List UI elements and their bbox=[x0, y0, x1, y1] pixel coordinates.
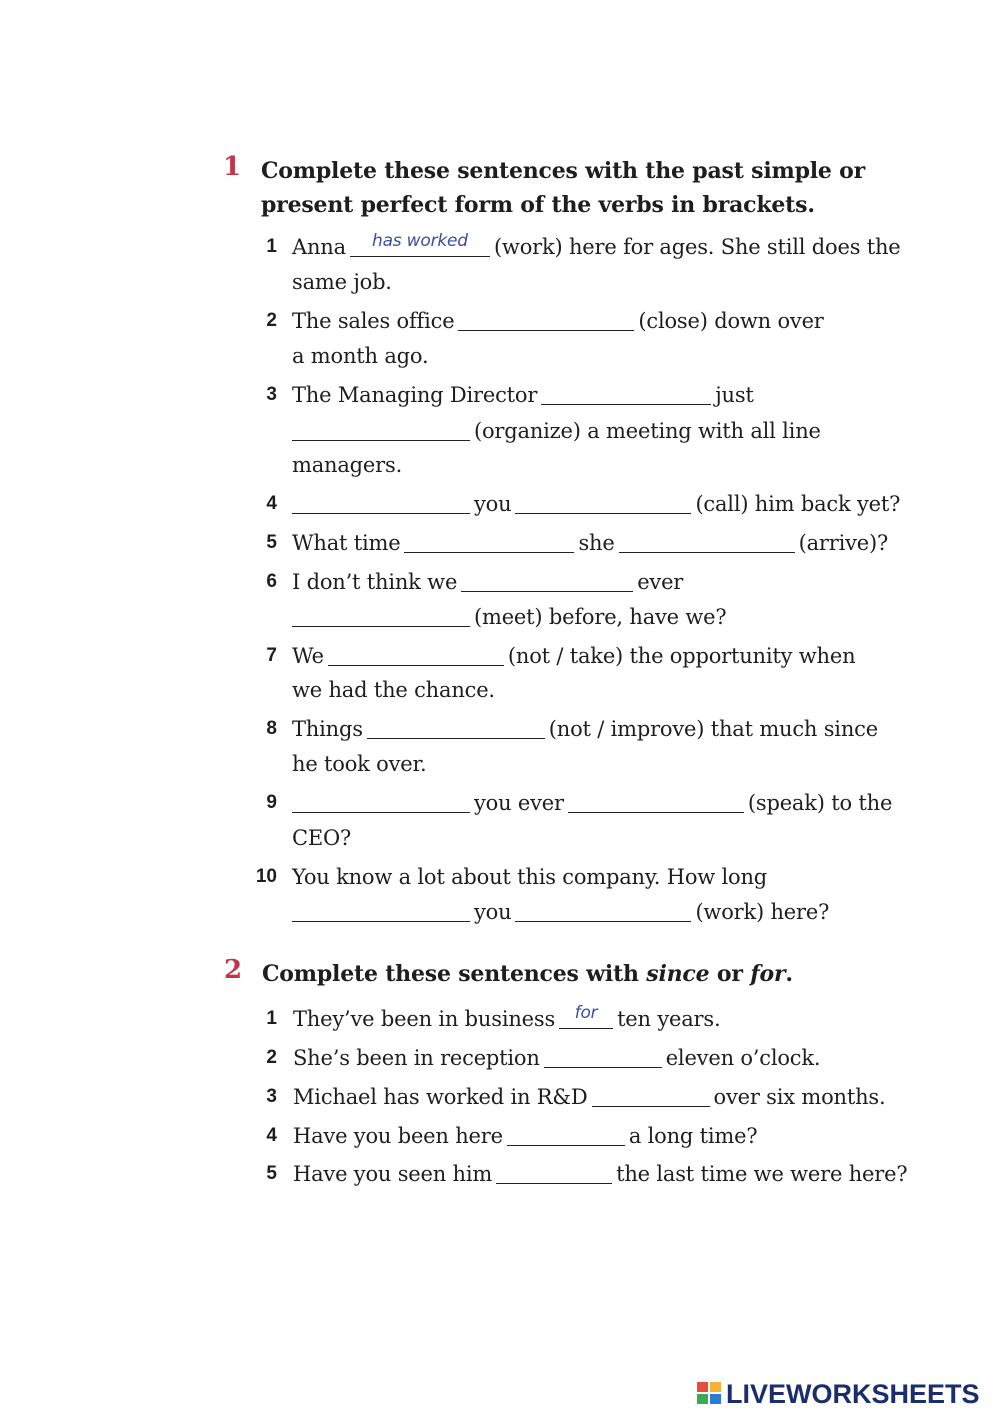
answer-blank[interactable] bbox=[559, 1003, 613, 1029]
item-text: she bbox=[578, 531, 615, 555]
item-number: 7 bbox=[266, 645, 277, 666]
item-number: 4 bbox=[266, 493, 277, 514]
liveworksheets-watermark[interactable] bbox=[697, 1377, 980, 1411]
item-text: Anna bbox=[292, 235, 346, 259]
answer-blank[interactable] bbox=[507, 1123, 625, 1146]
answer-blank[interactable] bbox=[404, 530, 574, 553]
answer-blank[interactable] bbox=[496, 1161, 612, 1184]
exercise-1-item-6-line2 bbox=[292, 603, 726, 631]
item-text: (work) here? bbox=[695, 900, 830, 924]
item-text: (not / take) the opportunity when bbox=[507, 644, 856, 668]
item-number: 1 bbox=[266, 236, 277, 257]
answer-blank[interactable] bbox=[592, 1084, 710, 1107]
item-text: What time bbox=[292, 531, 401, 555]
exercise-1-item-2 bbox=[292, 307, 824, 335]
answer-blank[interactable] bbox=[544, 1045, 662, 1068]
exercise-1-item-9 bbox=[292, 789, 892, 817]
item-text: Have you been here bbox=[293, 1124, 503, 1148]
exercise-2-item-1 bbox=[293, 1005, 720, 1033]
answer-blank[interactable] bbox=[328, 643, 504, 666]
exercise-1-item-1 bbox=[292, 233, 901, 261]
item-text-continued: same job. bbox=[292, 270, 392, 294]
item-text: (arrive)? bbox=[798, 531, 889, 555]
exercise-1-item-5 bbox=[292, 529, 888, 557]
answer-blank[interactable] bbox=[292, 790, 470, 813]
item-text-continued: he took over. bbox=[292, 752, 427, 776]
watermark-text: LIVEWORKSHEETS bbox=[726, 1378, 980, 1409]
item-text: The Managing Director bbox=[292, 383, 538, 407]
item-text: (work) here for ages. She still does the bbox=[493, 235, 901, 259]
exercise-1-number: 1 bbox=[223, 152, 241, 182]
item-text: ever bbox=[637, 570, 684, 594]
item-number: 5 bbox=[266, 532, 277, 553]
item-text: (organize) a meeting with all line bbox=[474, 419, 821, 443]
item-number: 6 bbox=[266, 571, 277, 592]
item-text-continued: we had the chance. bbox=[292, 678, 495, 702]
item-text-continued: CEO? bbox=[292, 826, 352, 850]
item-number: 2 bbox=[266, 310, 277, 331]
item-text: She’s been in reception bbox=[293, 1046, 540, 1070]
answer-blank[interactable] bbox=[292, 418, 470, 441]
answer-blank[interactable] bbox=[568, 790, 744, 813]
item-text: ten years. bbox=[617, 1007, 721, 1031]
item-text: (not / improve) that much since bbox=[548, 717, 878, 741]
answer-blank[interactable] bbox=[458, 308, 634, 331]
filled-answer: has worked bbox=[372, 231, 468, 251]
answer-blank[interactable] bbox=[515, 491, 691, 514]
item-number: 8 bbox=[266, 718, 277, 739]
item-number: 9 bbox=[266, 792, 277, 813]
exercise-1-item-3-line2 bbox=[292, 417, 821, 445]
period: . bbox=[785, 961, 793, 987]
logo-square bbox=[710, 1382, 721, 1392]
item-number: 10 bbox=[255, 866, 277, 887]
exercise-2-item-3 bbox=[293, 1083, 886, 1111]
item-text: (call) him back yet? bbox=[695, 492, 901, 516]
word-since: since bbox=[646, 961, 710, 987]
item-text: eleven o’clock. bbox=[665, 1046, 821, 1070]
item-text: The sales office bbox=[292, 309, 455, 333]
item-number: 3 bbox=[266, 384, 277, 405]
exercise-2-item-4 bbox=[293, 1122, 757, 1150]
liveworksheets-logo-icon bbox=[697, 1382, 723, 1406]
item-text: I don’t think we bbox=[292, 570, 458, 594]
answer-blank[interactable] bbox=[619, 530, 795, 553]
exercise-1-instruction-line1: Complete these sentences with the past simple or bbox=[261, 158, 866, 184]
item-number: 5 bbox=[266, 1163, 277, 1184]
answer-blank[interactable] bbox=[350, 231, 490, 257]
exercise-1-instruction-line2: present perfect form of the verbs in brackets. bbox=[261, 192, 815, 218]
word-for: for bbox=[750, 961, 786, 987]
item-text: Have you seen him bbox=[293, 1162, 493, 1186]
exercise-1-item-8 bbox=[292, 715, 878, 743]
exercise-1-item-7 bbox=[292, 642, 855, 670]
item-text: Michael has worked in R&D bbox=[293, 1085, 588, 1109]
exercise-1-heading bbox=[223, 152, 866, 222]
item-number: 1 bbox=[266, 1008, 277, 1029]
item-text: Things bbox=[292, 717, 363, 741]
exercise-2-heading bbox=[224, 955, 793, 991]
answer-blank[interactable] bbox=[461, 569, 633, 592]
answer-blank[interactable] bbox=[292, 604, 470, 627]
item-text: They’ve been in business bbox=[293, 1007, 556, 1031]
answer-blank[interactable] bbox=[515, 899, 691, 922]
item-text: (meet) before, have we? bbox=[474, 605, 727, 629]
item-text: (speak) to the bbox=[747, 791, 893, 815]
item-text: the last time we were here? bbox=[616, 1162, 908, 1186]
exercise-1-item-6 bbox=[292, 568, 683, 596]
item-number: 4 bbox=[266, 1125, 277, 1146]
exercise-1-item-10-line2 bbox=[292, 898, 829, 926]
exercise-2-item-5 bbox=[293, 1160, 907, 1188]
exercise-1-item-3 bbox=[292, 381, 754, 409]
item-text: (close) down over bbox=[638, 309, 824, 333]
answer-blank[interactable] bbox=[292, 899, 470, 922]
item-text: over six months. bbox=[713, 1085, 886, 1109]
item-number: 3 bbox=[266, 1086, 277, 1107]
item-text: We bbox=[292, 644, 324, 668]
exercise-2-instruction: Complete these sentences with bbox=[262, 961, 647, 987]
item-text: a long time? bbox=[628, 1124, 758, 1148]
answer-blank[interactable] bbox=[292, 491, 470, 514]
item-text-continued: managers. bbox=[292, 453, 403, 477]
word-or: or bbox=[709, 961, 751, 987]
exercise-2-number: 2 bbox=[224, 955, 242, 985]
item-text: you bbox=[474, 900, 512, 924]
item-text: just bbox=[715, 383, 754, 407]
exercise-1-item-10: You know a lot about this company. How long bbox=[292, 865, 768, 889]
item-text: you bbox=[474, 492, 512, 516]
logo-square bbox=[697, 1382, 708, 1392]
exercise-1-item-4 bbox=[292, 490, 900, 518]
exercise-2-item-2 bbox=[293, 1044, 820, 1072]
item-text: you ever bbox=[474, 791, 564, 815]
logo-square bbox=[710, 1394, 721, 1404]
filled-answer: for bbox=[574, 1003, 598, 1023]
answer-blank[interactable] bbox=[367, 716, 545, 739]
item-text-continued: a month ago. bbox=[292, 344, 429, 368]
item-number: 2 bbox=[266, 1047, 277, 1068]
logo-square bbox=[697, 1394, 708, 1404]
answer-blank[interactable] bbox=[541, 382, 711, 405]
